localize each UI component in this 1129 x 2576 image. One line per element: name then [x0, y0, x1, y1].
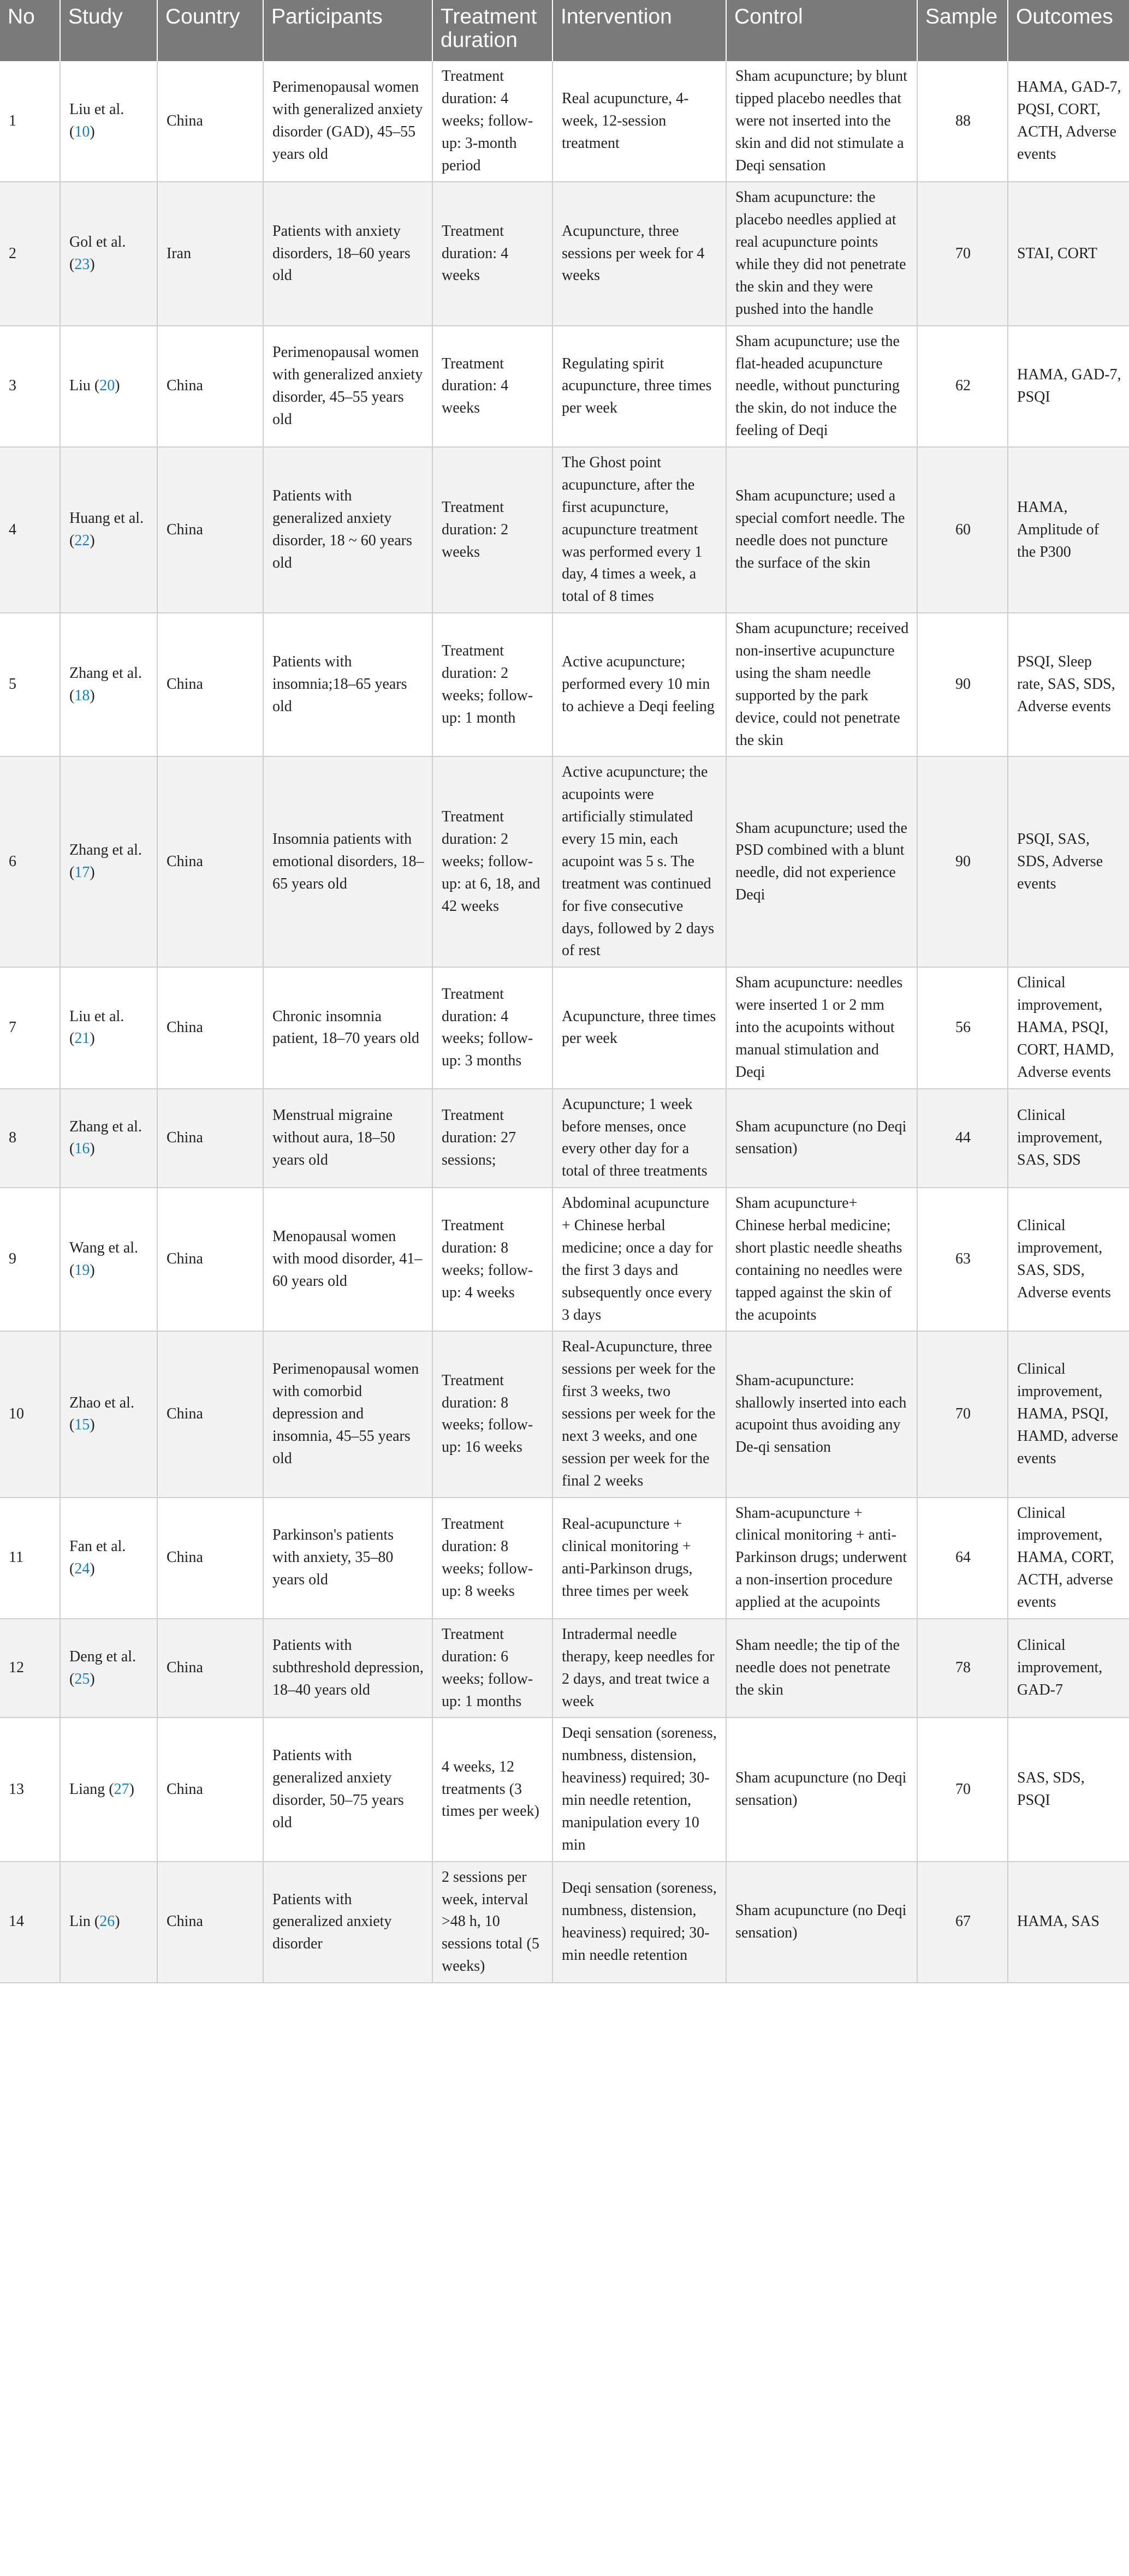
cell-treatment-duration: Treatment duration: 2 weeks [432, 447, 552, 613]
cell-no: 5 [0, 613, 60, 756]
header-control: Control [726, 0, 917, 61]
reference-link[interactable]: 26 [99, 1913, 115, 1930]
table-row [0, 967, 1129, 1088]
reference-link[interactable]: 24 [74, 1560, 90, 1577]
reference-link[interactable]: 23 [74, 256, 90, 273]
study-name: Fan et al. [69, 1537, 126, 1555]
cell-participants: Patients with generalized anxiety disorder, 50–75 years old [263, 1718, 432, 1861]
cell-participants: Patients with generalized anxiety disorder [263, 1862, 432, 1983]
cell-study: Liang (27) [60, 1718, 157, 1861]
cell-participants: Perimenopausal women with generalized anxiety disorder, 45–55 years old [263, 326, 432, 447]
cell-intervention: Real-Acupuncture, three sessions per week for the first 3 weeks, two sessions per week for the next 3 weeks, and one session per week for the final 2 weeks [552, 1331, 726, 1497]
cell-country: China [157, 1331, 263, 1497]
reference-link[interactable]: 16 [74, 1140, 90, 1158]
table-row [0, 61, 1129, 182]
cell-outcomes: Clinical improvement, HAMA, PSQI, CORT, HAMD, Adverse events [1008, 967, 1129, 1088]
cell-control: Sham acupuncture+ Chinese herbal medicine; short plastic needle sheaths containing no needles were tapped against the skin of the acupoints [726, 1188, 917, 1331]
cell-participants: Perimenopausal women with generalized anxiety disorder (GAD), 45–55 years old [263, 61, 432, 182]
study-name: Huang et al. [69, 510, 144, 527]
cell-participants: Parkinson's patients with anxiety, 35–80 years old [263, 1498, 432, 1619]
cell-outcomes: HAMA, SAS [1008, 1862, 1129, 1983]
cell-outcomes: Clinical improvement, SAS, SDS, Adverse events [1008, 1188, 1129, 1331]
table-row [0, 1862, 1129, 1983]
cell-sample: 44 [917, 1089, 1008, 1188]
cell-treatment-duration: Treatment duration: 4 weeks; follow-up: 3-month period [432, 61, 552, 182]
cell-no: 10 [0, 1331, 60, 1497]
study-name: Zhang et al. [69, 664, 142, 682]
cell-no: 8 [0, 1089, 60, 1188]
cell-intervention: Active acupuncture; performed every 10 min to achieve a Deqi feeling [552, 613, 726, 756]
cell-study: Liu (20) [60, 326, 157, 447]
cell-control: Sham acupuncture; used a special comfort needle. The needle does not puncture the surface of the skin [726, 447, 917, 613]
cell-country: China [157, 967, 263, 1088]
cell-intervention: Active acupuncture; the acupoints were artificially stimulated every 15 min, each acupoint was 5 s. The treatment was continued for five consecutive days, followed by 2 days of rest [552, 756, 726, 967]
cell-country: China [157, 1188, 263, 1331]
header-country: Country [157, 0, 263, 61]
cell-country: China [157, 1498, 263, 1619]
cell-treatment-duration: Treatment duration: 27 sessions; [432, 1089, 552, 1188]
cell-sample: 60 [917, 447, 1008, 613]
cell-treatment-duration: Treatment duration: 4 weeks [432, 326, 552, 447]
header-participants: Participants [263, 0, 432, 61]
cell-no: 7 [0, 967, 60, 1088]
cell-no: 3 [0, 326, 60, 447]
reference-link[interactable]: 20 [99, 377, 115, 395]
study-name: Deng et al. [69, 1648, 136, 1665]
cell-country: China [157, 326, 263, 447]
header-no: No [0, 0, 60, 61]
cell-country: China [157, 1862, 263, 1983]
header-intervention: Intervention [552, 0, 726, 61]
cell-study: Gol et al. (23) [60, 182, 157, 325]
reference-link[interactable]: 27 [114, 1780, 129, 1798]
cell-intervention: Abdominal acupuncture + Chinese herbal medicine; once a day for the first 3 days and subsequently once every 3 days [552, 1188, 726, 1331]
cell-participants: Perimenopausal women with comorbid depression and insomnia, 45–55 years old [263, 1331, 432, 1497]
header-study: Study [60, 0, 157, 61]
cell-country: China [157, 756, 263, 967]
cell-no: 2 [0, 182, 60, 325]
cell-sample: 63 [917, 1188, 1008, 1331]
header-sample: Sample [917, 0, 1008, 61]
cell-control: Sham acupuncture (no Deqi sensation) [726, 1862, 917, 1983]
cell-study: Fan et al. (24) [60, 1498, 157, 1619]
header-row [0, 0, 1129, 61]
cell-treatment-duration: Treatment duration: 2 weeks; follow-up: at 6, 18, and 42 weeks [432, 756, 552, 967]
cell-no: 12 [0, 1619, 60, 1718]
cell-no: 9 [0, 1188, 60, 1331]
cell-participants: Chronic insomnia patient, 18–70 years old [263, 967, 432, 1088]
cell-outcomes: Clinical improvement, HAMA, CORT, ACTH, adverse events [1008, 1498, 1129, 1619]
cell-sample: 62 [917, 326, 1008, 447]
cell-outcomes: PSQI, SAS, SDS, Adverse events [1008, 756, 1129, 967]
study-name: Lin [69, 1913, 91, 1930]
cell-country: China [157, 1619, 263, 1718]
table-row [0, 613, 1129, 756]
reference-link[interactable]: 21 [74, 1030, 90, 1047]
cell-no: 13 [0, 1718, 60, 1861]
table-row [0, 1619, 1129, 1718]
cell-outcomes: Clinical improvement, GAD-7 [1008, 1619, 1129, 1718]
cell-no: 11 [0, 1498, 60, 1619]
cell-control: Sham acupuncture; use the flat-headed acupuncture needle, without puncturing the skin, do not induce the feeling of Deqi [726, 326, 917, 447]
cell-outcomes: SAS, SDS, PSQI [1008, 1718, 1129, 1861]
study-name: Zhao et al. [69, 1394, 134, 1411]
cell-study: Lin (26) [60, 1862, 157, 1983]
table-row [0, 447, 1129, 613]
study-name: Liu [69, 377, 91, 395]
cell-treatment-duration: Treatment duration: 2 weeks; follow-up: 1 month [432, 613, 552, 756]
study-name: Liu et al. [69, 101, 124, 118]
cell-no: 4 [0, 447, 60, 613]
cell-intervention: Real-acupuncture + clinical monitoring + anti-Parkinson drugs, three times per week [552, 1498, 726, 1619]
cell-intervention: Acupuncture, three times per week [552, 967, 726, 1088]
cell-study: Zhang et al. (17) [60, 756, 157, 967]
cell-intervention: Intradermal needle therapy, keep needles for 2 days, and treat twice a week [552, 1619, 726, 1718]
header-outcomes: Outcomes [1008, 0, 1129, 61]
cell-participants: Patients with subthreshold depression, 18–40 years old [263, 1619, 432, 1718]
table-row [0, 1331, 1129, 1497]
cell-intervention: Acupuncture; 1 week before menses, once every other day for a total of three treatments [552, 1089, 726, 1188]
cell-treatment-duration: 4 weeks, 12 treatments (3 times per week) [432, 1718, 552, 1861]
cell-sample: 70 [917, 1331, 1008, 1497]
cell-participants: Patients with anxiety disorders, 18–60 years old [263, 182, 432, 325]
cell-sample: 70 [917, 182, 1008, 325]
table-row [0, 182, 1129, 325]
cell-intervention: Deqi sensation (soreness, numbness, distension, heaviness) required; 30-min needle retention, manipulation every 10 min [552, 1718, 726, 1861]
cell-study: Liu et al. (21) [60, 967, 157, 1088]
cell-outcomes: HAMA, Amplitude of the P300 [1008, 447, 1129, 613]
cell-participants: Patients with insomnia;18–65 years old [263, 613, 432, 756]
cell-control: Sham acupuncture; received non-insertive acupuncture using the sham needle supported by the park device, could not penetrate the skin [726, 613, 917, 756]
cell-treatment-duration: 2 sessions per week, interval >48 h, 10 sessions total (5 weeks) [432, 1862, 552, 1983]
cell-control: Sham acupuncture (no Deqi sensation) [726, 1718, 917, 1861]
cell-control: Sham acupuncture; by blunt tipped placebo needles that were not inserted into the skin and did not stimulate a Deqi sensation [726, 61, 917, 182]
cell-sample: 67 [917, 1862, 1008, 1983]
cell-study: Zhang et al. (16) [60, 1089, 157, 1188]
cell-country: China [157, 447, 263, 613]
cell-intervention: Deqi sensation (soreness, numbness, distension, heaviness) required; 30-min needle retention [552, 1862, 726, 1983]
cell-study: Huang et al. (22) [60, 447, 157, 613]
cell-control: Sham-acupuncture + clinical monitoring + anti-Parkinson drugs; underwent a non-insertion procedure applied at the acupoints [726, 1498, 917, 1619]
reference-link[interactable]: 18 [74, 687, 90, 704]
cell-participants: Insomnia patients with emotional disorders, 18–65 years old [263, 756, 432, 967]
cell-outcomes: STAI, CORT [1008, 182, 1129, 325]
cell-treatment-duration: Treatment duration: 8 weeks; follow-up: 4 weeks [432, 1188, 552, 1331]
cell-treatment-duration: Treatment duration: 4 weeks [432, 182, 552, 325]
cell-outcomes: Clinical improvement, SAS, SDS [1008, 1089, 1129, 1188]
cell-participants: Patients with generalized anxiety disorder, 18 ~ 60 years old [263, 447, 432, 613]
study-name: Wang et al. [69, 1239, 139, 1256]
cell-outcomes: PSQI, Sleep rate, SAS, SDS, Adverse events [1008, 613, 1129, 756]
cell-control: Sham acupuncture: needles were inserted 1 or 2 mm into the acupoints without manual stimulation and Deqi [726, 967, 917, 1088]
table-row [0, 756, 1129, 967]
reference-link[interactable]: 10 [74, 123, 90, 141]
cell-treatment-duration: Treatment duration: 8 weeks; follow-up: 16 weeks [432, 1331, 552, 1497]
cell-control: Sham acupuncture (no Deqi sensation) [726, 1089, 917, 1188]
cell-sample: 90 [917, 756, 1008, 967]
cell-sample: 78 [917, 1619, 1008, 1718]
cell-no: 14 [0, 1862, 60, 1983]
reference-link[interactable]: 19 [74, 1261, 90, 1279]
cell-intervention: Regulating spirit acupuncture, three times per week [552, 326, 726, 447]
cell-sample: 90 [917, 613, 1008, 756]
reference-link[interactable]: 25 [74, 1670, 90, 1687]
table-row [0, 1188, 1129, 1331]
cell-control: Sham-acupuncture: shallowly inserted into each acupoint thus avoiding any De-qi sensation [726, 1331, 917, 1497]
study-name: Zhang et al. [69, 842, 142, 859]
study-name: Gol et al. [69, 234, 126, 251]
table-row [0, 1718, 1129, 1861]
cell-no: 1 [0, 61, 60, 182]
cell-control: Sham needle; the tip of the needle does not penetrate the skin [726, 1619, 917, 1718]
cell-study: Wang et al. (19) [60, 1188, 157, 1331]
table-row [0, 326, 1129, 447]
cell-outcomes: HAMA, GAD-7, PQSI, CORT, ACTH, Adverse events [1008, 61, 1129, 182]
cell-country: Iran [157, 182, 263, 325]
reference-link[interactable]: 22 [74, 532, 90, 550]
cell-participants: Menopausal women with mood disorder, 41–60 years old [263, 1188, 432, 1331]
cell-country: China [157, 613, 263, 756]
cell-country: China [157, 1089, 263, 1188]
cell-sample: 88 [917, 61, 1008, 182]
cell-treatment-duration: Treatment duration: 6 weeks; follow-up: 1 months [432, 1619, 552, 1718]
cell-sample: 56 [917, 967, 1008, 1088]
cell-intervention: Acupuncture, three sessions per week for 4 weeks [552, 182, 726, 325]
cell-treatment-duration: Treatment duration: 4 weeks; follow-up: 3 months [432, 967, 552, 1088]
study-name: Liu et al. [69, 1007, 124, 1025]
table-row [0, 1498, 1129, 1619]
cell-country: China [157, 61, 263, 182]
cell-no: 6 [0, 756, 60, 967]
reference-link[interactable]: 15 [74, 1416, 90, 1434]
table-body [0, 61, 1129, 1983]
cell-outcomes: HAMA, GAD-7, PSQI [1008, 326, 1129, 447]
cell-control: Sham acupuncture: the placebo needles applied at real acupuncture points while they did not penetrate the skin and they were pushed into the handle [726, 182, 917, 325]
cell-intervention: The Ghost point acupuncture, after the first acupuncture, acupuncture treatment was performed every 1 day, 4 times a week, a total of 8 times [552, 447, 726, 613]
cell-intervention: Real acupuncture, 4-week, 12-session treatment [552, 61, 726, 182]
study-name: Liang [69, 1780, 105, 1798]
cell-outcomes: Clinical improvement, HAMA, PSQI, HAMD, adverse events [1008, 1331, 1129, 1497]
cell-sample: 64 [917, 1498, 1008, 1619]
study-name: Zhang et al. [69, 1118, 142, 1135]
cell-country: China [157, 1718, 263, 1861]
cell-study: Zhao et al. (15) [60, 1331, 157, 1497]
cell-treatment-duration: Treatment duration: 8 weeks; follow-up: 8 weeks [432, 1498, 552, 1619]
cell-control: Sham acupuncture; used the PSD combined with a blunt needle, did not experience Deqi [726, 756, 917, 967]
cell-study: Zhang et al. (18) [60, 613, 157, 756]
cell-sample: 70 [917, 1718, 1008, 1861]
header-treatment-duration: Treatment duration [432, 0, 552, 61]
cell-participants: Menstrual migraine without aura, 18–50 years old [263, 1089, 432, 1188]
reference-link[interactable]: 17 [74, 864, 90, 881]
cell-study: Deng et al. (25) [60, 1619, 157, 1718]
table-row [0, 1089, 1129, 1188]
cell-study: Liu et al. (10) [60, 61, 157, 182]
